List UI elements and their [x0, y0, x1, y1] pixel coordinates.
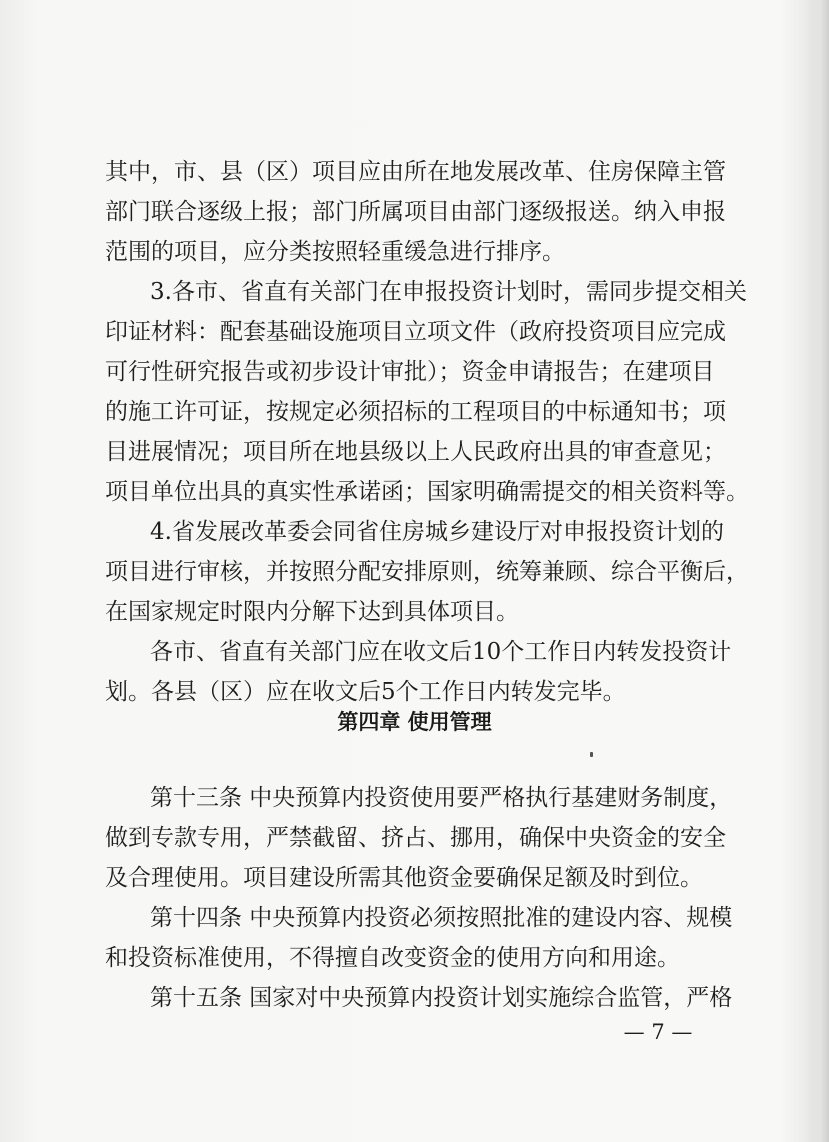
paragraph-line: 在国家规定时限内分解下达到具体项目。 [105, 599, 519, 625]
paragraph-line: 3.各市、省直有关部门在申报投资计划时，需同步提交相关 [150, 279, 747, 305]
article-line: 做到专款专用，严禁截留、挤占、挪用，确保中央资金的安全 [105, 825, 726, 851]
paragraph-line: 目进展情况；项目所在地县级以上人民政府出具的审查意见； [105, 439, 726, 465]
paragraph-line: 划。各县（区）应在收文后5个工作日内转发完毕。 [105, 679, 626, 705]
paragraph-line: 其中，市、县（区）项目应由所在地发展改革、住房保障主管 [105, 159, 726, 185]
article-line: 第十三条 中央预算内投资使用要严格执行基建财务制度， [150, 785, 733, 811]
paragraph-line: 项目单位出具的真实性承诺函；国家明确需提交的相关资料等。 [105, 479, 749, 505]
paragraph-line: 的施工许可证，按规定必须招标的工程项目的中标通知书；项 [105, 399, 726, 425]
paragraph-line: 部门联合逐级上报；部门所属项目由部门逐级报送。纳入申报 [105, 199, 726, 225]
paragraph-line: 各市、省直有关部门应在收文后10个工作日内转发投资计 [150, 639, 732, 665]
article-line: 第十四条 中央预算内投资必须按照批准的建设内容、规模 [150, 905, 733, 931]
article-line: 及合理使用。项目建设所需其他资金要确保足额及时到位。 [105, 865, 703, 891]
paragraph-line: 4.省发展改革委会同省住房城乡建设厅对申报投资计划的 [150, 519, 724, 545]
chapter-title: 第四章 使用管理 [337, 710, 492, 734]
scan-speck [590, 752, 593, 757]
paragraph-line: 印证材料：配套基础设施项目立项文件（政府投资项目应完成 [105, 319, 726, 345]
paragraph-line: 项目进行审核，并按照分配安排原则，统筹兼顾、综合平衡后， [105, 559, 749, 585]
paragraph-line: 可行性研究报告或初步设计审批）；资金申请报告；在建项目 [105, 359, 715, 385]
article-line: 和投资标准使用，不得擅自改变资金的使用方向和用途。 [105, 945, 680, 971]
page-edge-shadow [807, 0, 829, 1142]
page-number: — 7 — [623, 1020, 693, 1044]
paragraph-line: 范围的项目，应分类按照轻重缓急进行排序。 [105, 239, 565, 265]
article-line: 第十五条 国家对中央预算内投资计划实施综合监管，严格 [150, 985, 733, 1011]
